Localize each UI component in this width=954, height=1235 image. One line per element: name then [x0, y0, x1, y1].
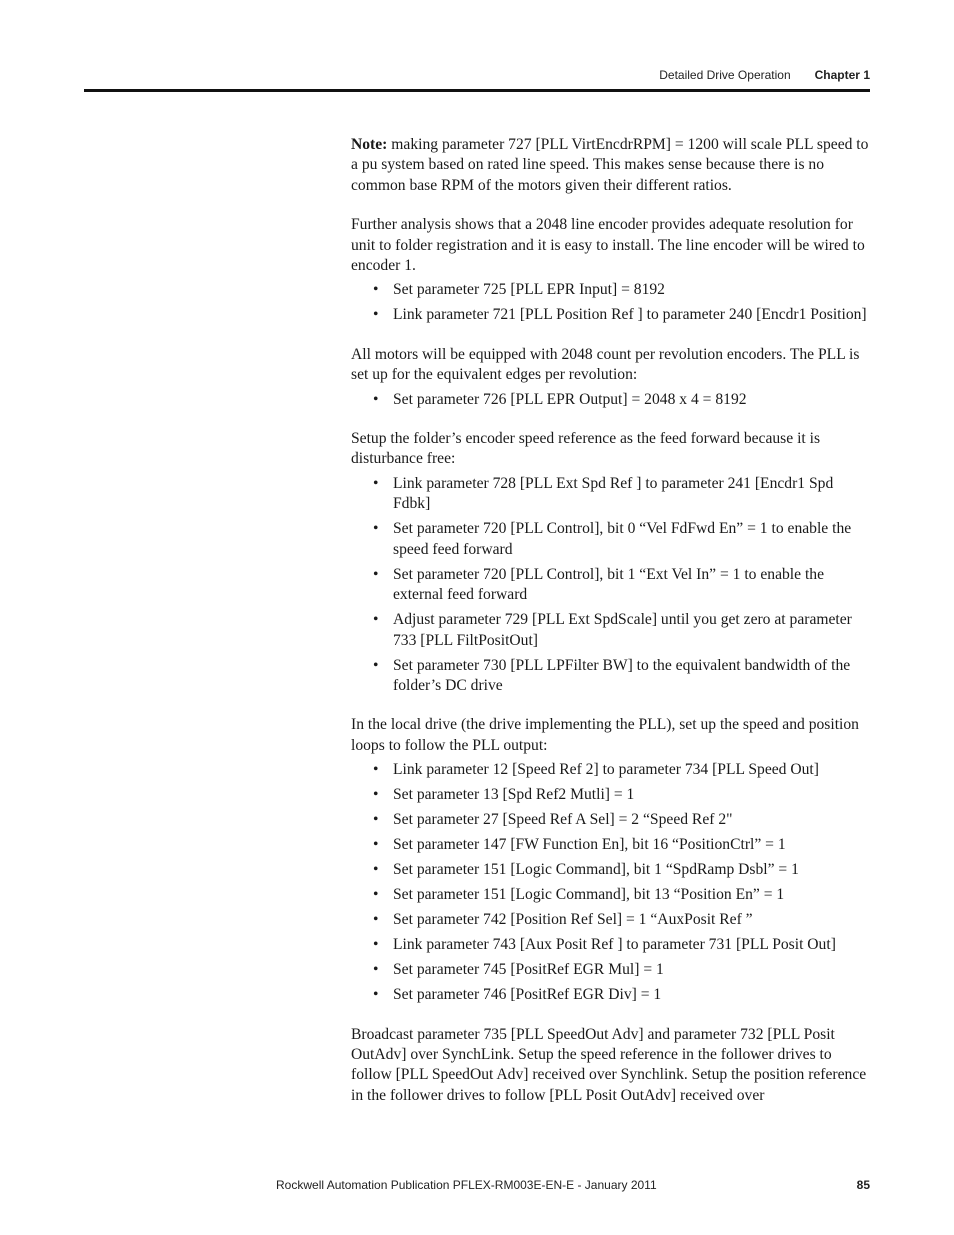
- local-drive-list: [351, 760, 871, 1005]
- page-footer: [276, 1176, 870, 1194]
- list-item: • Set parameter 742 [Position Ref Sel] = 1 “AuxPosit Ref ”: [373, 910, 871, 930]
- page-header: [659, 66, 870, 84]
- setup-list: [351, 474, 871, 696]
- list-item: • Link parameter 743 [Aux Posit Ref ] to parameter 731 [PLL Posit Out]: [373, 935, 871, 955]
- header-chapter-label: Chapter 1: [814, 68, 870, 82]
- list-item: • Set parameter 147 [FW Function En], bit 16 “PositionCtrl” = 1: [373, 835, 871, 855]
- note-text: making parameter 727 [PLL VirtEncdrRPM] = 1200 will scale PLL speed to a pu system based on rated line speed. This makes sense because there is no common base RPM of the motors given their different ratios.: [351, 136, 869, 194]
- encoder-paragraph: Further analysis shows that a 2048 line encoder provides adequate resolution for unit to folder registration and it is easy to install. The line encoder will be wired to encoder 1.: [351, 216, 865, 275]
- list-item: • Set parameter 151 [Logic Command], bit 13 “Position En” = 1: [373, 885, 871, 905]
- setup-paragraph: Setup the folder’s encoder speed reference as the feed forward because it is disturbance free:: [351, 430, 821, 468]
- list-item: • Adjust parameter 729 [PLL Ext SpdScale] until you get zero at parameter 733 [PLL FiltPositOut]: [373, 610, 871, 651]
- list-item: • Set parameter 13 [Spd Ref2 Mutli] = 1: [373, 785, 871, 805]
- list-item: • Set parameter 27 [Speed Ref A Sel] = 2 “Speed Ref 2": [373, 810, 871, 830]
- list-item: • Set parameter 720 [PLL Control], bit 1 “Ext Vel In” = 1 to enable the external feed forward: [373, 565, 871, 606]
- encoder-list: [351, 280, 871, 325]
- note-paragraph: [351, 135, 871, 196]
- broadcast-paragraph: Broadcast parameter 735 [PLL SpeedOut Adv] and parameter 732 [PLL Posit OutAdv] over SynchLink. Setup the speed reference in the follower drives to follow [PLL SpeedOut Adv] received over Synchlink. Setup the position reference in the follower drives to follow [PLL Posit OutAdv] received over: [351, 1025, 867, 1104]
- page-body: [351, 135, 871, 1125]
- list-item: • Set parameter 745 [PositRef EGR Mul] = 1: [373, 960, 871, 980]
- page-number: 85: [856, 1178, 870, 1192]
- list-item: • Set parameter 720 [PLL Control], bit 0 “Vel FdFwd En” = 1 to enable the speed feed forward: [373, 519, 871, 560]
- header-section-title: Detailed Drive Operation: [659, 68, 791, 82]
- list-item: • Link parameter 728 [PLL Ext Spd Ref ] to parameter 241 [Encdr1 Spd Fdbk]: [373, 474, 871, 515]
- list-item: • Set parameter 726 [PLL EPR Output] = 2048 x 4 = 8192: [373, 390, 871, 410]
- header-rule: [84, 89, 870, 92]
- list-item: • Set parameter 725 [PLL EPR Input] = 8192: [373, 280, 871, 300]
- footer-publication: Rockwell Automation Publication PFLEX-RM003E-EN-E - January 2011: [276, 1178, 657, 1192]
- list-item: • Set parameter 730 [PLL LPFilter BW] to the equivalent bandwidth of the folder’s DC drive: [373, 656, 871, 697]
- motors-paragraph: All motors will be equipped with 2048 count per revolution encoders. The PLL is set up for the equivalent edges per revolution:: [351, 345, 860, 384]
- motors-list: [351, 390, 871, 410]
- local-drive-paragraph: In the local drive (the drive implementing the PLL), set up the speed and position loops to follow the PLL output:: [351, 716, 859, 754]
- list-item: • Set parameter 151 [Logic Command], bit 1 “SpdRamp Dsbl” = 1: [373, 860, 871, 880]
- note-label: Note:: [351, 136, 388, 153]
- list-item: • Set parameter 746 [PositRef EGR Div] = 1: [373, 985, 871, 1005]
- list-item: • Link parameter 12 [Speed Ref 2] to parameter 734 [PLL Speed Out]: [373, 760, 871, 780]
- list-item: • Link parameter 721 [PLL Position Ref ] to parameter 240 [Encdr1 Position]: [373, 305, 871, 325]
